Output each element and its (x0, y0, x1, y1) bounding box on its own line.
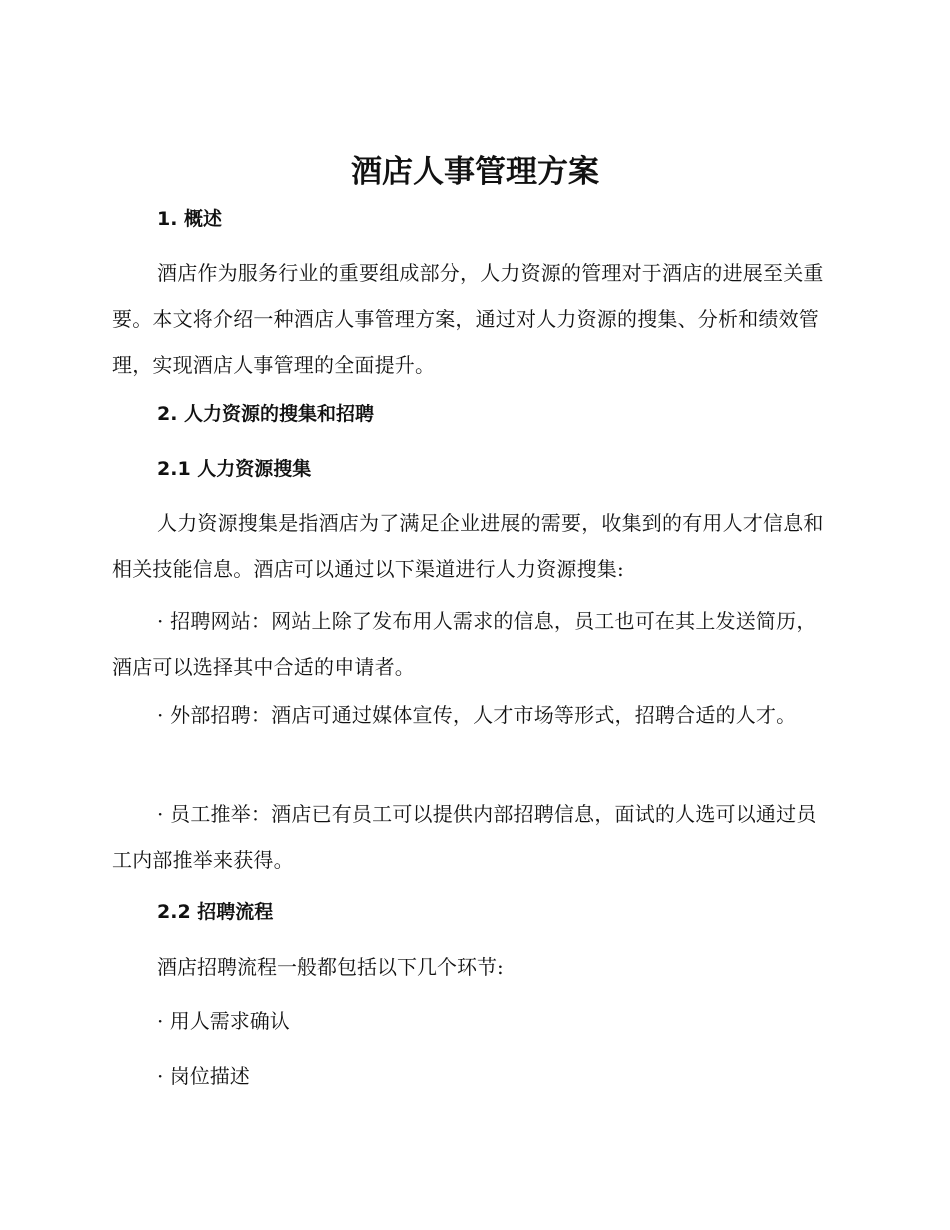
subsection-heading-collection: 2.1 人力资源搜集 (157, 458, 312, 480)
list-item-job-description: · 岗位描述 (157, 1064, 250, 1088)
bullet-external-recruitment: · 外部招聘：酒店可通过媒体宣传，人才市场等形式，招聘合适的人才。 (157, 703, 797, 727)
paragraph-process: 酒店招聘流程一般都包括以下几个环节: (157, 955, 504, 979)
bullet-employee-referral: · 员工推举：酒店已有员工可以提供内部招聘信息，面试的人选可以通过员工内部推举来获得。 (112, 802, 817, 872)
bullet-recruitment-website: · 招聘网站：网站上除了发布用人需求的信息，员工也可在其上发送简历，酒店可以选择其中合适的申请者。 (112, 609, 817, 679)
paragraph-overview: 酒店作为服务行业的重要组成部分，人力资源的管理对于酒店的进展至关重要。本文将介绍一种酒店人事管理方案，通过对人力资源的搜集、分析和绩效管理，实现酒店人事管理的全面提升。 (112, 261, 824, 377)
document-title: 酒店人事管理方案 (351, 154, 599, 190)
section-heading-recruitment: 2. 人力资源的搜集和招聘 (157, 403, 375, 425)
paragraph-collection: 人力资源搜集是指酒店为了满足企业进展的需要，收集到的有用人才信息和相关技能信息。酒店可以通过以下渠道进行人力资源搜集: (112, 511, 824, 581)
subsection-heading-process: 2.2 招聘流程 (157, 901, 274, 923)
section-heading-overview: 1. 概述 (157, 208, 223, 230)
list-item-need-confirmation: · 用人需求确认 (157, 1009, 290, 1033)
